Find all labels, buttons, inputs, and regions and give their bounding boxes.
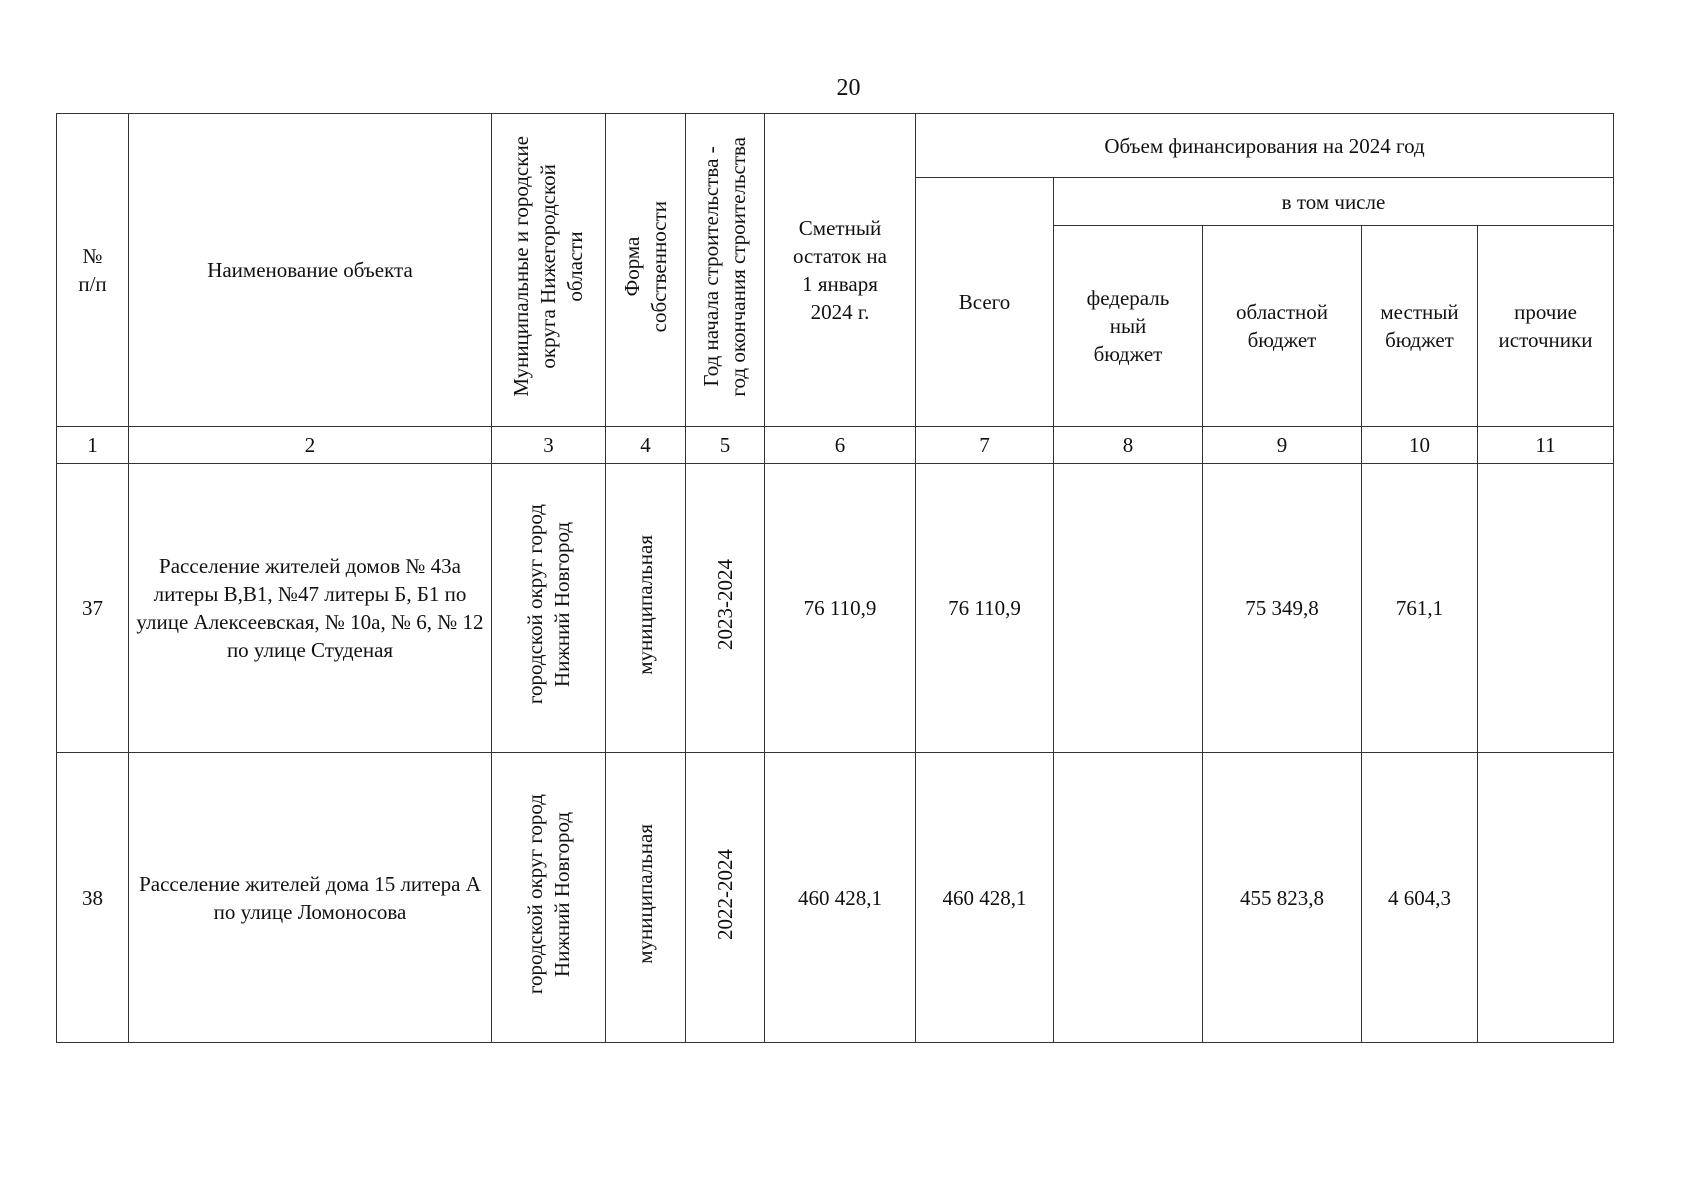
row-object-name: Расселение жителей домов № 43а литеры В,В1, №47 литеры Б, Б1 по улице Алексеевская, № 10а, № 6, № 12 по улице Студеная [129, 464, 492, 753]
row-estimate: 460 428,1 [765, 753, 916, 1043]
header-regional: областной бюджет [1203, 226, 1362, 427]
row-num: 37 [57, 464, 129, 753]
page-number: 20 [836, 75, 861, 101]
row-other [1478, 753, 1614, 1043]
column-number: 7 [916, 427, 1054, 464]
row-total: 76 110,9 [916, 464, 1054, 753]
row-num: 38 [57, 753, 129, 1043]
header-funding-title: Объем финансирования на 2024 год [916, 114, 1614, 178]
column-number: 8 [1054, 427, 1203, 464]
column-number: 5 [686, 427, 765, 464]
row-years: 2022-2024 [686, 753, 765, 1043]
column-numbers-row [57, 427, 1614, 464]
column-number: 6 [765, 427, 916, 464]
table-row [57, 753, 1614, 1043]
header-row-1 [57, 114, 1614, 178]
row-years: 2023-2024 [686, 464, 765, 753]
row-municipality: городской округ город Нижний Новгород [492, 753, 606, 1043]
table-row [57, 464, 1614, 753]
header-local: местный бюджет [1362, 226, 1478, 427]
header-total: Всего [916, 178, 1054, 427]
column-number: 2 [129, 427, 492, 464]
header-other: прочие источники [1478, 226, 1614, 427]
header-years: Год начала строительства - год окончания строительства [686, 114, 765, 427]
row-federal [1054, 464, 1203, 753]
header-federal: федераль ный бюджет [1054, 226, 1203, 427]
row-regional: 455 823,8 [1203, 753, 1362, 1043]
column-number: 4 [606, 427, 686, 464]
column-number: 9 [1203, 427, 1362, 464]
row-municipality: городской округ город Нижний Новгород [492, 464, 606, 753]
row-local: 4 604,3 [1362, 753, 1478, 1043]
row-local: 761,1 [1362, 464, 1478, 753]
row-other [1478, 464, 1614, 753]
row-ownership: муниципальная [606, 464, 686, 753]
row-federal [1054, 753, 1203, 1043]
row-ownership: муниципальная [606, 753, 686, 1043]
header-ownership: Форма собственности [606, 114, 686, 427]
row-object-name: Расселение жителей дома 15 литера А по улице Ломоносова [129, 753, 492, 1043]
header-including: в том числе [1054, 178, 1614, 226]
column-number: 10 [1362, 427, 1478, 464]
header-estimate: Сметный остаток на 1 января 2024 г. [765, 114, 916, 427]
header-name: Наименование объекта [129, 114, 492, 427]
column-number: 11 [1478, 427, 1614, 464]
column-number: 3 [492, 427, 606, 464]
header-num: № п/п [57, 114, 129, 427]
row-regional: 75 349,8 [1203, 464, 1362, 753]
header-municipality: Муниципальные и городские округа Нижегородской области [492, 114, 606, 427]
row-estimate: 76 110,9 [765, 464, 916, 753]
column-number: 1 [57, 427, 129, 464]
financing-table [56, 113, 1614, 1043]
row-total: 460 428,1 [916, 753, 1054, 1043]
